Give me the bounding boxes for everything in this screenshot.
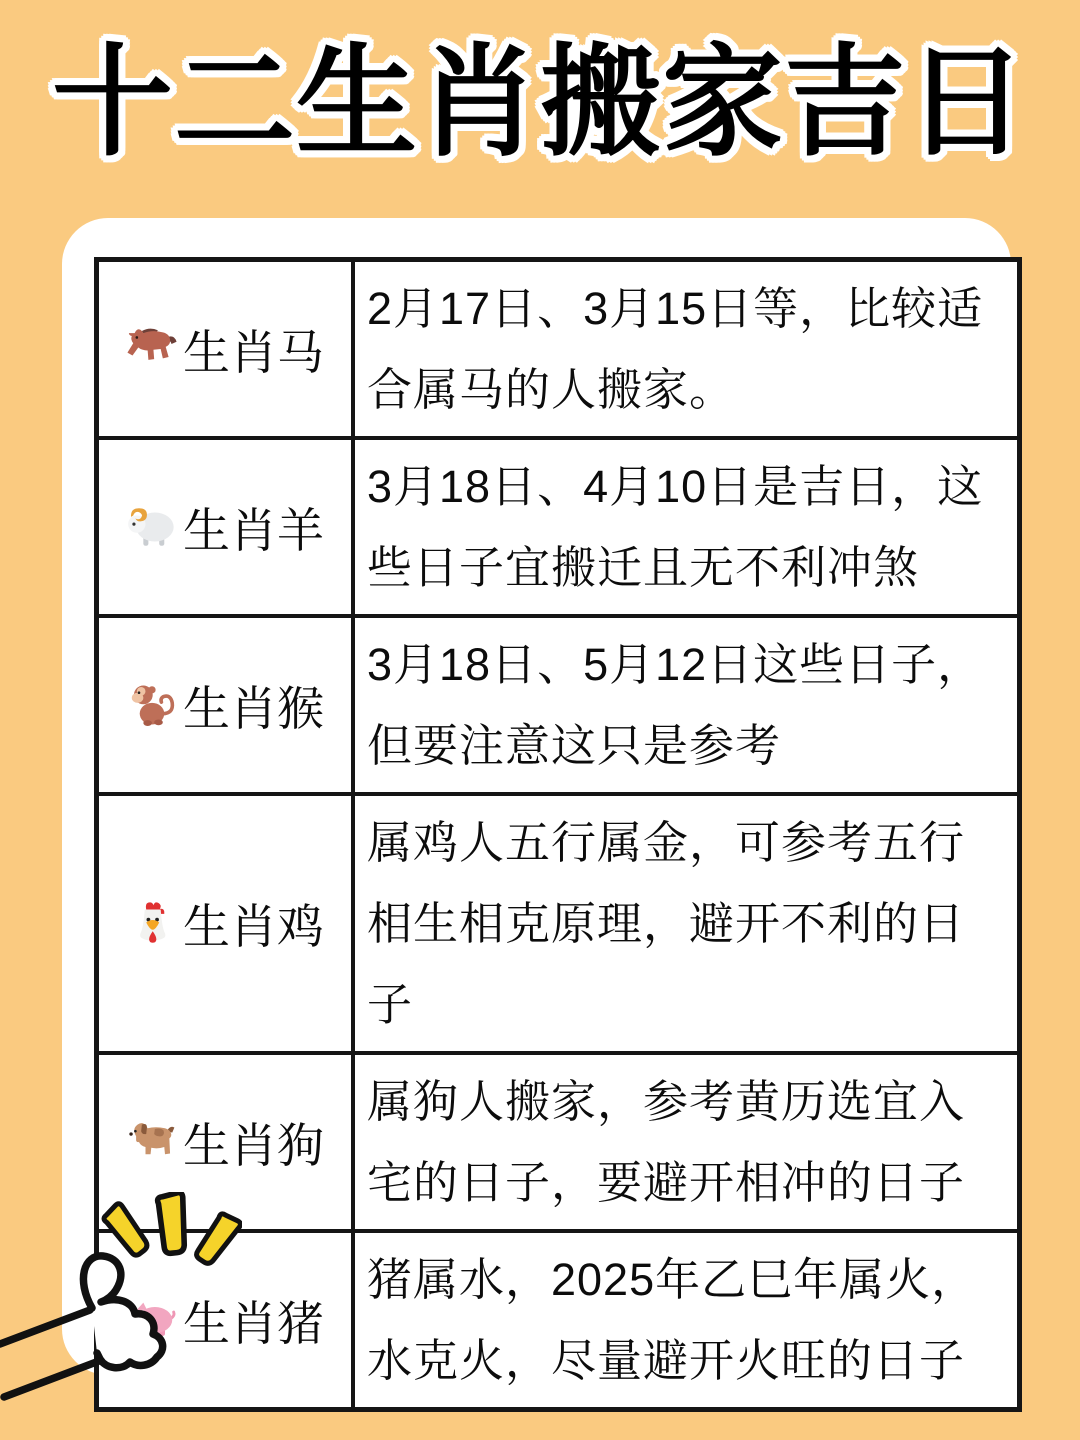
zodiac-label (100, 1109, 350, 1176)
table-row (97, 438, 1020, 616)
table-row (97, 794, 1020, 1053)
desc-cell: 3月18日、5月12日这些日子，但要注意这只是参考 (353, 616, 1020, 794)
zodiac-cell (97, 616, 354, 794)
table-row (97, 616, 1020, 794)
zodiac-label (100, 494, 350, 561)
table-row (97, 260, 1020, 439)
zodiac-cell (97, 260, 354, 439)
zodiac-cell (97, 794, 354, 1053)
dog-icon (126, 1116, 178, 1168)
zodiac-label (100, 316, 350, 383)
zodiac-name: 生肖狗 (183, 1118, 324, 1172)
zodiac-name: 生肖猴 (183, 681, 324, 735)
desc-cell: 属鸡人五行属金，可参考五行相生相克原理，避开不利的日子 (353, 794, 1020, 1053)
desc-cell: 3月18日、4月10日是吉日，这些日子宜搬迁且无不利冲煞 (353, 438, 1020, 616)
zodiac-name: 生肖马 (183, 325, 324, 379)
zodiac-label (100, 672, 350, 739)
desc-cell: 猪属水，2025年乙巳年属火，水克火，尽量避开火旺的日子 (353, 1231, 1020, 1410)
zodiac-name: 生肖猪 (183, 1296, 324, 1350)
desc-cell: 2月17日、3月15日等，比较适合属马的人搬家。 (353, 260, 1020, 439)
zodiac-label (100, 890, 350, 957)
zodiac-name: 生肖鸡 (183, 900, 324, 953)
horse-icon (126, 323, 178, 375)
zodiac-name: 生肖羊 (183, 503, 324, 557)
desc-cell: 属狗人搬家，参考黄历选宜入宅的日子，要避开相冲的日子 (353, 1053, 1020, 1231)
rooster-icon (126, 898, 178, 950)
thumbs-up-hand-icon (0, 1244, 215, 1414)
page-title: 十二生肖搬家吉日 (51, 34, 1028, 170)
monkey-icon (126, 679, 178, 731)
ram-icon (126, 501, 178, 553)
zodiac-cell (97, 438, 354, 616)
